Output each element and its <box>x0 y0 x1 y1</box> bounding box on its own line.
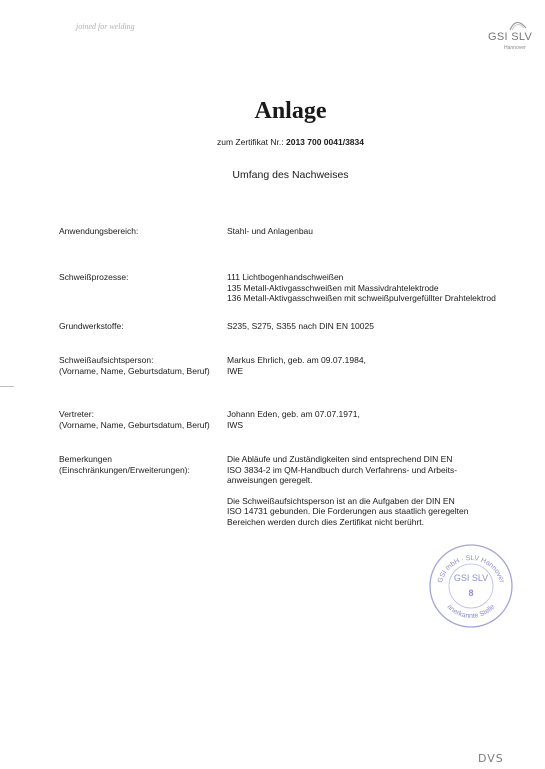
page-title: Anlage <box>254 98 327 124</box>
row-value: 135 Metall-Aktivgasschweißen mit Massivdrahtelektrode <box>227 282 439 293</box>
row-value: Markus Ehrlich, geb. am 09.07.1984, <box>227 355 366 365</box>
logo-text: GSI SLV <box>488 31 533 43</box>
row-label: Grundwerkstoffe: <box>59 321 124 331</box>
tagline: joined for welding <box>76 22 135 31</box>
remarks-line: ISO 3834-2 im QM-Handbuch durch Verfahrens- und Arbeits- <box>227 464 458 475</box>
svg-text:anerkannte Stelle <box>446 603 497 620</box>
row-value: IWS <box>227 419 244 430</box>
certificate-prefix: zum Zertifikat Nr.: <box>217 137 284 147</box>
row-label: Schweißaufsichtsperson: <box>59 355 154 365</box>
row-label-hint: (Einschränkungen/Erweiterungen): <box>59 464 190 475</box>
remarks-line: Die Schweißaufsichtsperson ist an die Aufgaben der DIN EN <box>227 495 455 506</box>
remarks-line: Bereichen werden durch dies Zertifikat nicht berührt. <box>227 516 425 527</box>
punch-mark <box>0 386 14 387</box>
row-label: Bemerkungen <box>59 454 112 464</box>
section-subtitle: Umfang des Nachweises <box>232 169 349 181</box>
logo-city: Hannover <box>504 45 526 51</box>
gsi-slv-logo <box>486 14 541 54</box>
row-value: Johann Eden, geb. am 07.07.1971, <box>227 409 360 419</box>
row-label: Anwendungsbereich: <box>59 226 139 236</box>
row-value: IWE <box>227 365 244 376</box>
row-value: 111 Lichtbogenhandschweißen <box>227 272 344 282</box>
stamp-center: GSI SLV <box>453 573 489 583</box>
remarks-line: Die Abläufe und Zuständigkeiten sind entsprechend DIN EN <box>227 454 453 464</box>
remarks-paragraph-1 <box>227 454 537 486</box>
remarks-paragraph-2 <box>227 496 537 528</box>
row-value: Stahl- und Anlagenbau <box>227 226 314 236</box>
dvs-logo: DVS <box>478 752 504 765</box>
certificate-number: 2013 700 0041/3834 <box>285 137 364 147</box>
logo-swoosh-icon <box>486 14 541 32</box>
remarks-line: ISO 14731 gebunden. Die Forderungen aus staatlich geregelten <box>227 506 469 516</box>
official-stamp <box>428 543 514 629</box>
row-label: Vertreter: <box>59 409 94 419</box>
stamp-number: 8 <box>468 588 474 598</box>
stamp-bottom-arc: anerkannte Stelle <box>445 603 497 620</box>
row-label-hint: (Vorname, Name, Geburtsdatum, Beruf) <box>59 365 210 376</box>
row-value: S235, S275, S355 nach DIN EN 10025 <box>227 321 374 331</box>
certificate-line <box>0 137 545 147</box>
row-label-hint: (Vorname, Name, Geburtsdatum, Beruf) <box>59 419 210 430</box>
remarks-line: anweisungen geregelt. <box>227 475 313 485</box>
row-value: 136 Metall-Aktivgasschweißen mit schweißpulvergefüllter Drahtelektrod <box>227 293 496 303</box>
row-label: Schweißprozesse: <box>59 272 129 282</box>
stamp-top-arc: GSI mbH · SLV Hannover <box>436 554 506 584</box>
